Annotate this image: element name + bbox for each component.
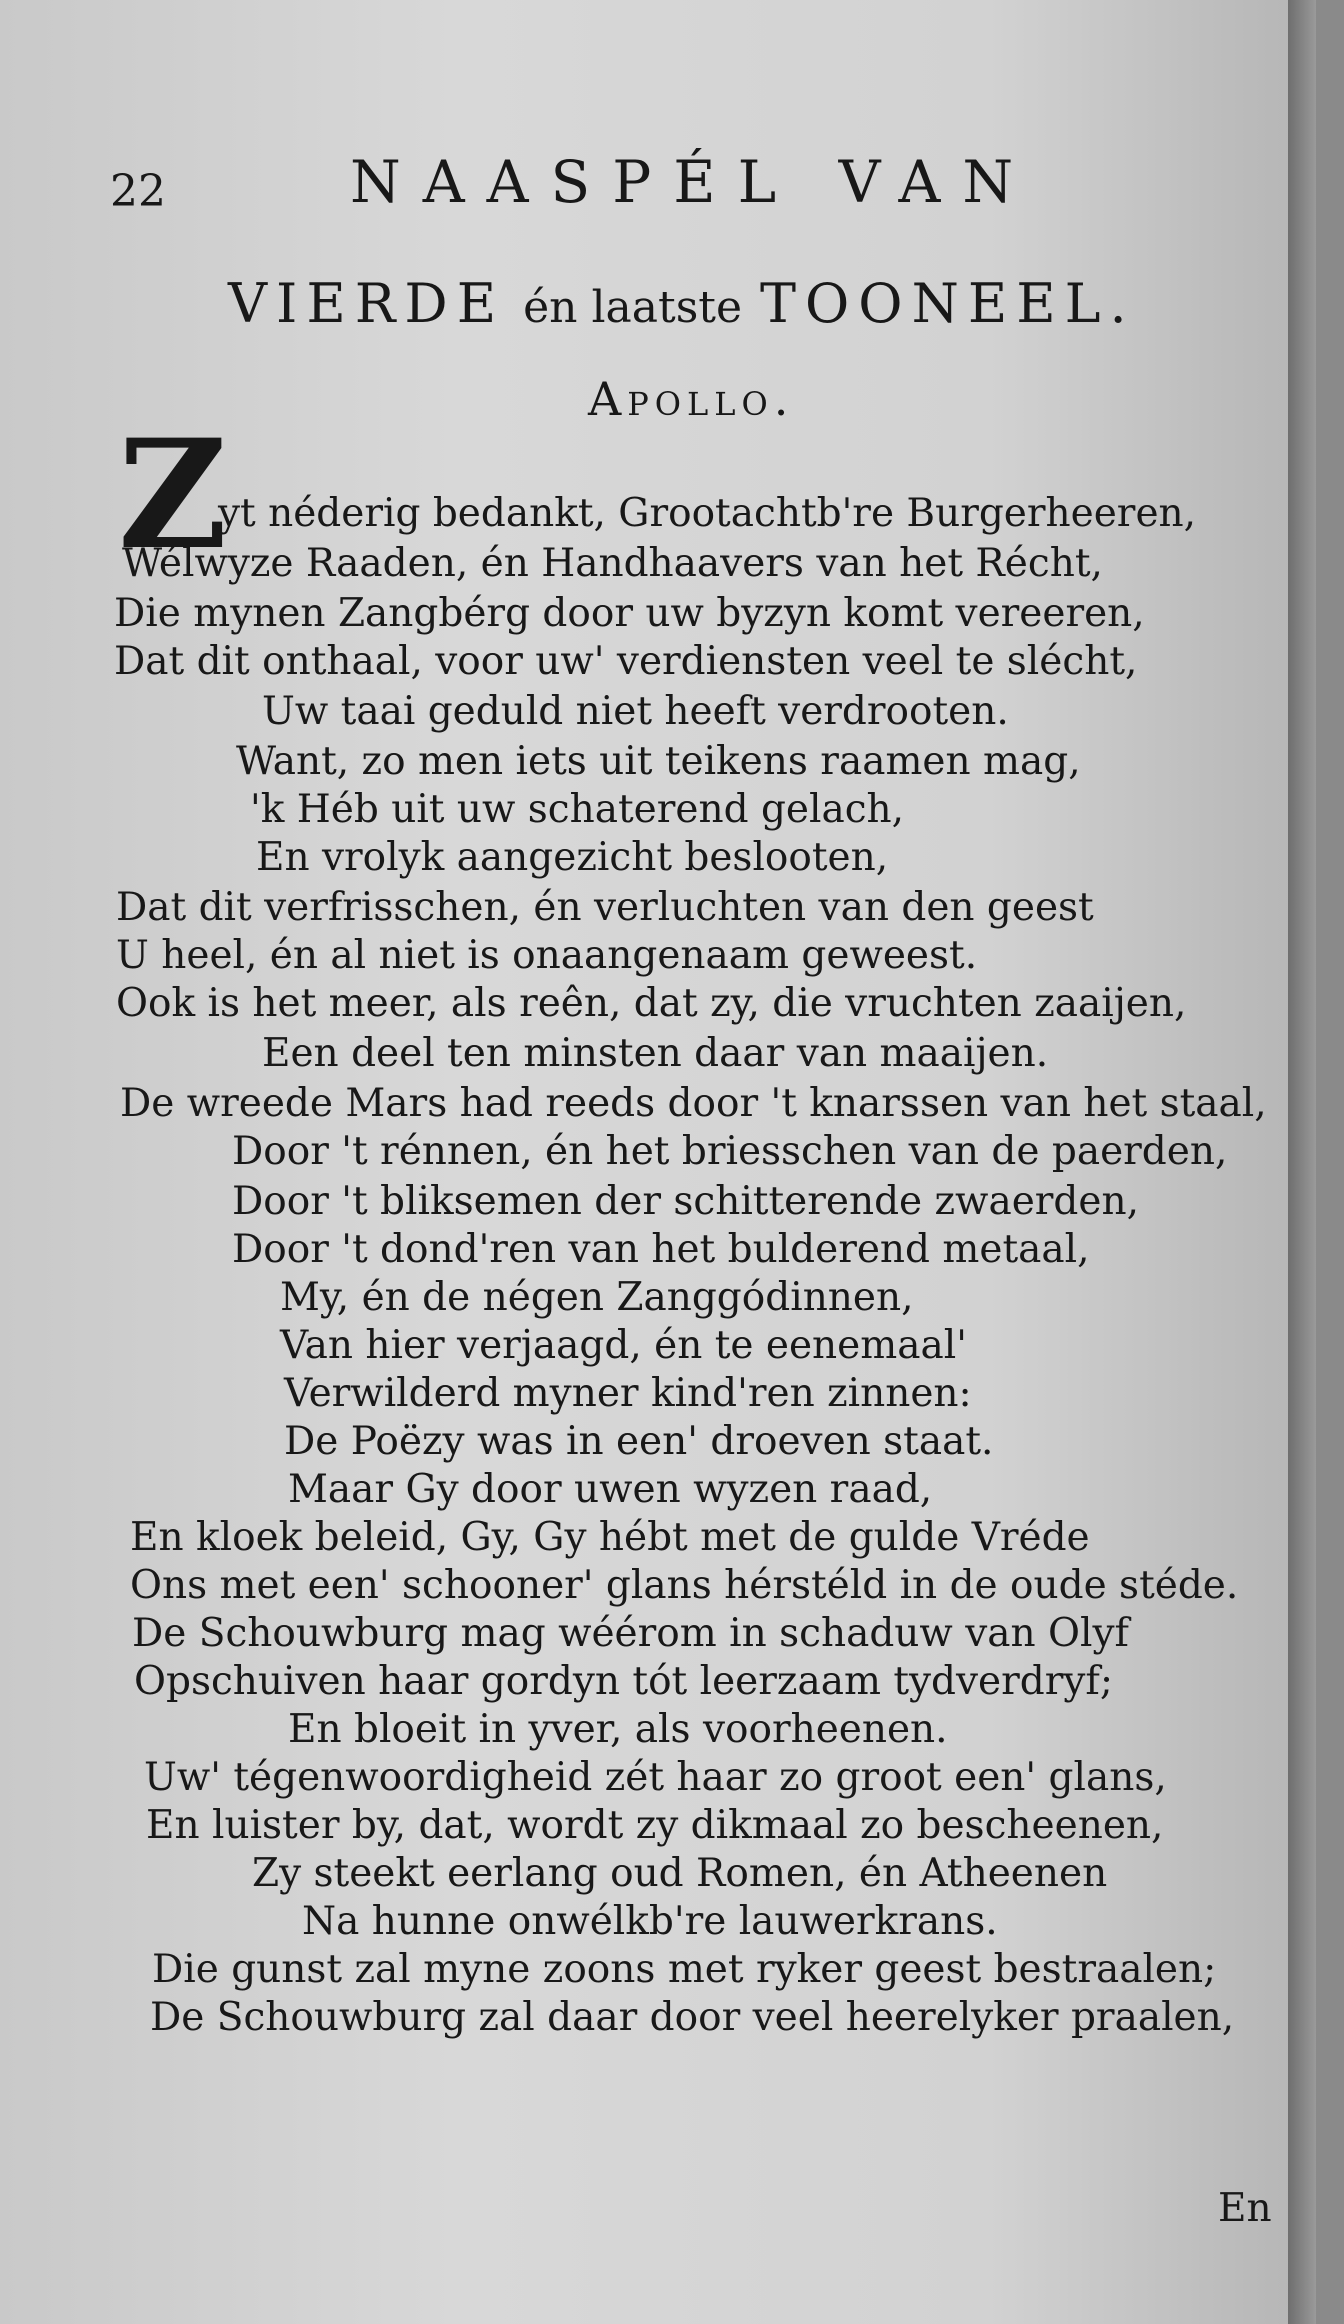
verse-line: Wélwyze Raaden, én Handhaavers van het Récht, (122, 541, 1103, 586)
verse-line: Door 't bliksemen der schitterende zwaerden, (232, 1179, 1139, 1224)
verse-line: Een deel ten minsten daar van maaijen. (262, 1031, 1049, 1076)
verse-line: Uw' tégenwoordigheid zét haar zo groot een' glans, (144, 1755, 1167, 1800)
verse-line: Ons met een' schooner' glans hérstéld in de oude stéde. (130, 1563, 1239, 1608)
verse-line: Opschuiven haar gordyn tót leerzaam tydverdryf; (134, 1659, 1113, 1704)
verse-line: yt néderig bedankt, Grootachtb're Burgerheeren, (218, 491, 1197, 536)
scene-qualifier: én laatste (523, 282, 743, 333)
drop-cap: Z (118, 407, 228, 583)
scene-number: VIERDE (228, 272, 506, 335)
verse-line: Verwilderd myner kind'ren zinnen: (284, 1371, 972, 1416)
verse-line: Die mynen Zangbérg door uw byzyn komt vereeren, (114, 591, 1145, 636)
verse-line: U heel, én al niet is onaangenaam geweest. (116, 933, 978, 978)
verse-line: En vrolyk aangezicht beslooten, (256, 835, 889, 880)
verse-line: Want, zo men iets uit teikens raamen mag, (236, 739, 1081, 784)
page-header (110, 148, 1260, 228)
verse-line: Door 't dond'ren van het bulderend metaal, (232, 1227, 1090, 1272)
verse-line: Die gunst zal myne zoons met ryker geest bestraalen; (152, 1947, 1217, 1992)
verse-line: Dat dit onthaal, voor uw' verdiensten veel te slécht, (114, 639, 1138, 684)
verse-line: Van hier verjaagd, én te eenemaal' (280, 1323, 967, 1368)
verse-line: 'k Héb uit uw schaterend gelach, (250, 787, 905, 832)
verse-line: Ook is het meer, als reên, dat zy, die vruchten zaaijen, (116, 981, 1187, 1026)
scene-heading (228, 272, 1278, 335)
verse-line: En kloek beleid, Gy, Gy hébt met de gulde Vréde (130, 1515, 1090, 1560)
scene-word: TOONEEL. (760, 272, 1136, 335)
catchword: En (1218, 2186, 1272, 2231)
verse-line: De Schouwburg mag wéérom in schaduw van Olyf (132, 1611, 1129, 1656)
verse-line: De wreede Mars had reeds door 't knarssen van het staal, (120, 1081, 1267, 1126)
verse-line: Door 't rénnen, én het briesschen van de paerden, (232, 1129, 1228, 1174)
verse-line: En luister by, dat, wordt zy dikmaal zo bescheenen, (146, 1803, 1164, 1848)
page-number: 22 (110, 166, 166, 217)
running-title: NAASPÉL VAN (350, 148, 1036, 216)
verse-line: Maar Gy door uwen wyzen raad, (288, 1467, 933, 1512)
verse-line: De Schouwburg zal daar door veel heerelyker praalen, (150, 1995, 1235, 2040)
verse-line: De Poëzy was in een' droeven staat. (284, 1419, 994, 1464)
verse-line: My, én de négen Zanggódinnen, (280, 1275, 914, 1320)
verse-line: Dat dit verfrisschen, én verluchten van den geest (116, 885, 1094, 930)
page-edge-shadow (1288, 0, 1316, 2324)
verse-line: Uw taai geduld niet heeft verdrooten. (262, 689, 1009, 734)
verse-line: En bloeit in yver, als voorheenen. (288, 1707, 948, 1752)
verse-line: Na hunne onwélkb're lauwerkrans. (302, 1899, 998, 1944)
speaker-name: Apollo. (588, 372, 795, 426)
verse-line: Zy steekt eerlang oud Romen, én Atheenen (252, 1851, 1108, 1896)
